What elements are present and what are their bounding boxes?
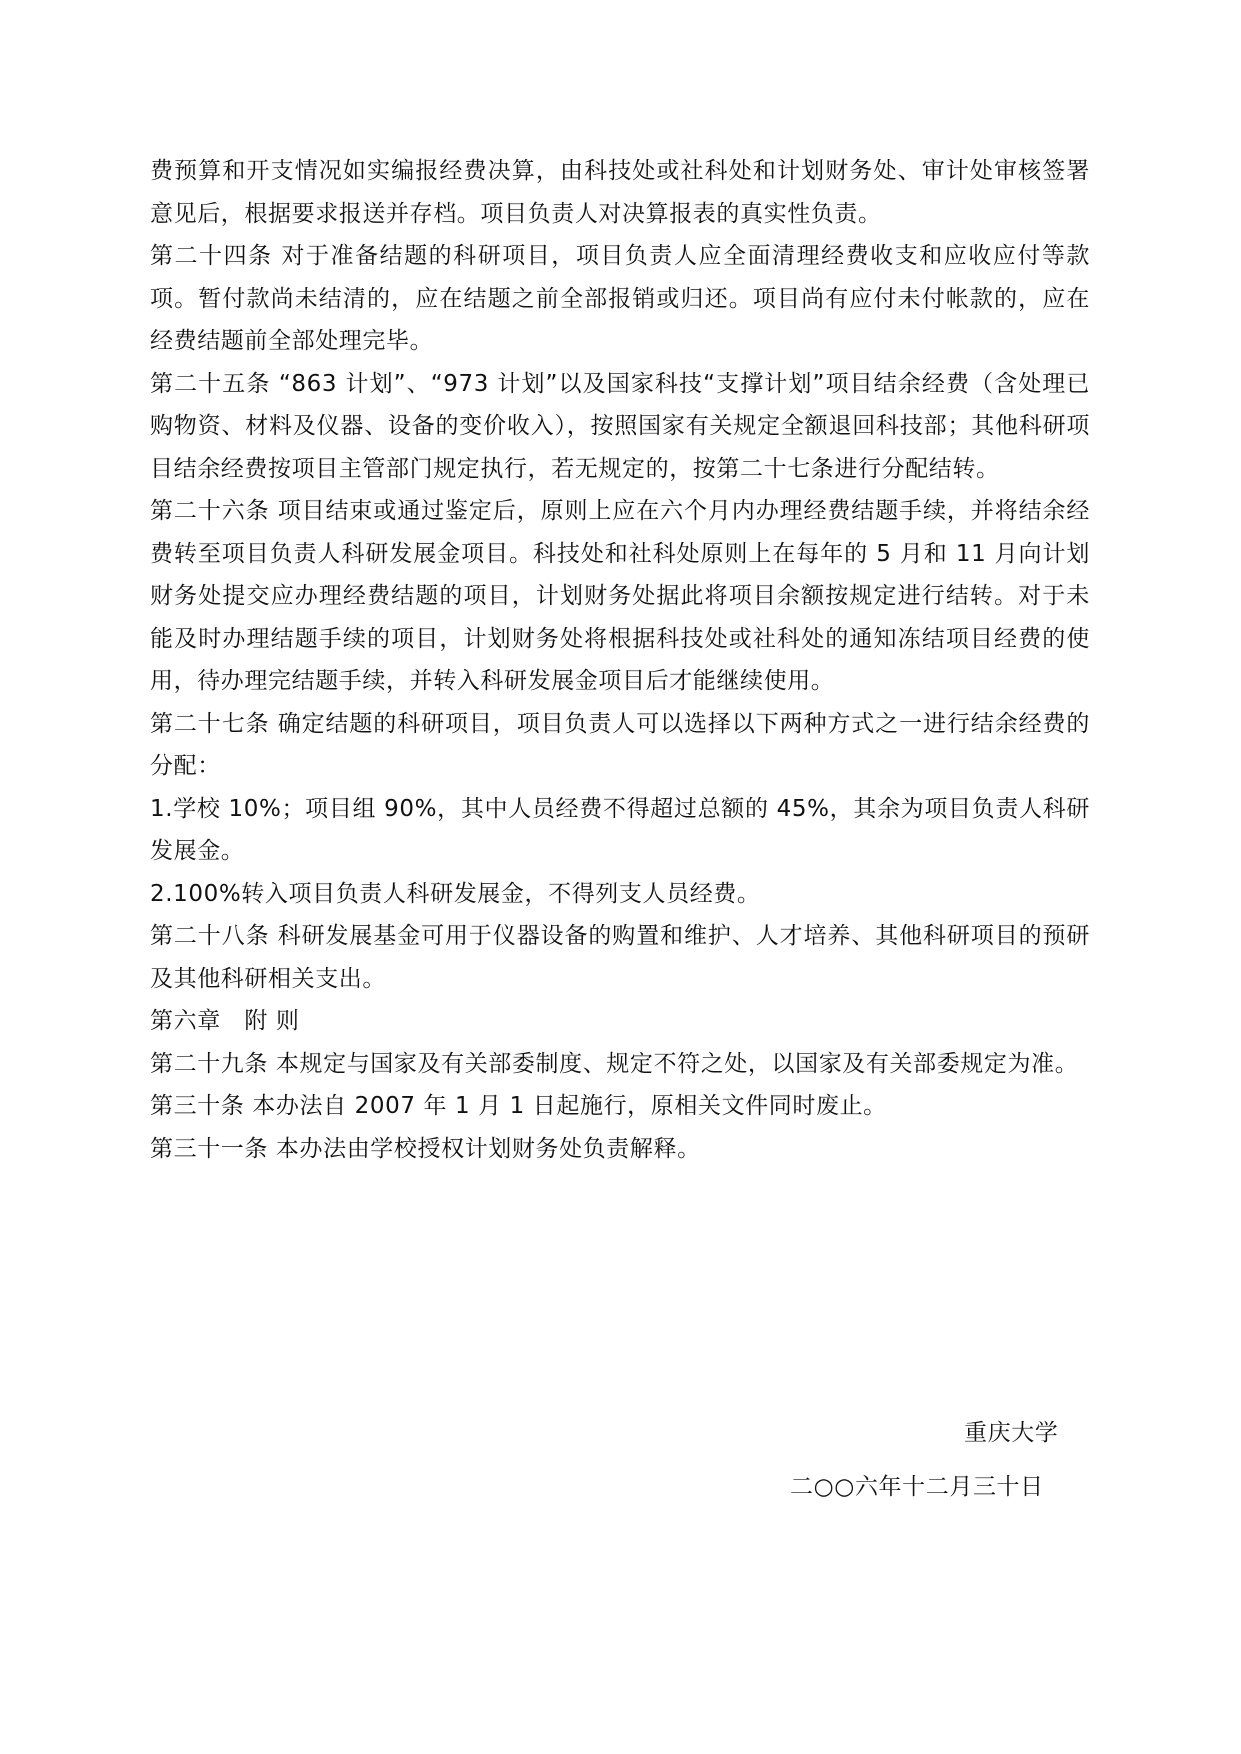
signature-date: 二○○六年十二月三十日 [790, 1474, 1044, 1500]
article-24: 第二十四条 对于准备结题的科研项目，项目负责人应全面清理经费收支和应收应付等款项。暂付款尚未结清的，应在结题之前全部报销或归还。项目尚有应付未付帐款的，应在经费结题前全部处理完毕。 [150, 243, 1090, 354]
article-25: 第二十五条 “863 计划”、“973 计划”以及国家科技“支撑计划”项目结余经费（含处理已购物资、材料及仪器、设备的变价收入），按照国家有关规定全额退回科技部；其他科研项目结余经费按项目主管部门规定执行，若无规定的，按第二十七条进行分配结转。 [150, 370, 1090, 482]
paragraph-budget-continuation: 费预算和开支情况如实编报经费决算，由科技处或社科处和计划财务处、审计处审核签署意见后，根据要求报送并存档。项目负责人对决算报表的真实性负责。 [150, 158, 1090, 227]
signature-organization: 重庆大学 [964, 1420, 1059, 1446]
allocation-option-1: 1.学校 10%；项目组 90%，其中人员经费不得超过总额的 45%，其余为项目负责人科研发展金。 [150, 795, 1090, 864]
article-27: 第二十七条 确定结题的科研项目，项目负责人可以选择以下两种方式之一进行结余经费的分配： [150, 710, 1090, 779]
document-body [150, 150, 1090, 1170]
article-31: 第三十一条 本办法由学校授权计划财务处负责解释。 [150, 1135, 701, 1162]
article-30: 第三十条 本办法自 2007 年 1 月 1 日起施行，原相关文件同时废止。 [150, 1093, 887, 1119]
allocation-option-2: 2.100%转入项目负责人科研发展金，不得列支人员经费。 [150, 880, 761, 907]
article-29: 第二十九条 本规定与国家及有关部委制度、规定不符之处，以国家及有关部委规定为准。 [150, 1050, 1079, 1077]
article-28: 第二十八条 科研发展基金可用于仪器设备的购置和维护、人才培养、其他科研项目的预研及其他科研相关支出。 [150, 923, 1090, 992]
chapter-6-heading: 第六章 附 则 [150, 1008, 300, 1034]
article-26: 第二十六条 项目结束或通过鉴定后，原则上应在六个月内办理经费结题手续，并将结余经费转至项目负责人科研发展金项目。科技处和社科处原则上在每年的 5 月和 11 月向计划财务处提交应办理经费结题的项目，计划财务处据此将项目余额按规定进行结转。对于未能及时办理结题手续的项目，计划财务处将根据科技处或社科处的通知冻结项目经费的使用，待办理完结题手续，并转入科研发展金项目后才能继续使用。 [150, 498, 1090, 694]
